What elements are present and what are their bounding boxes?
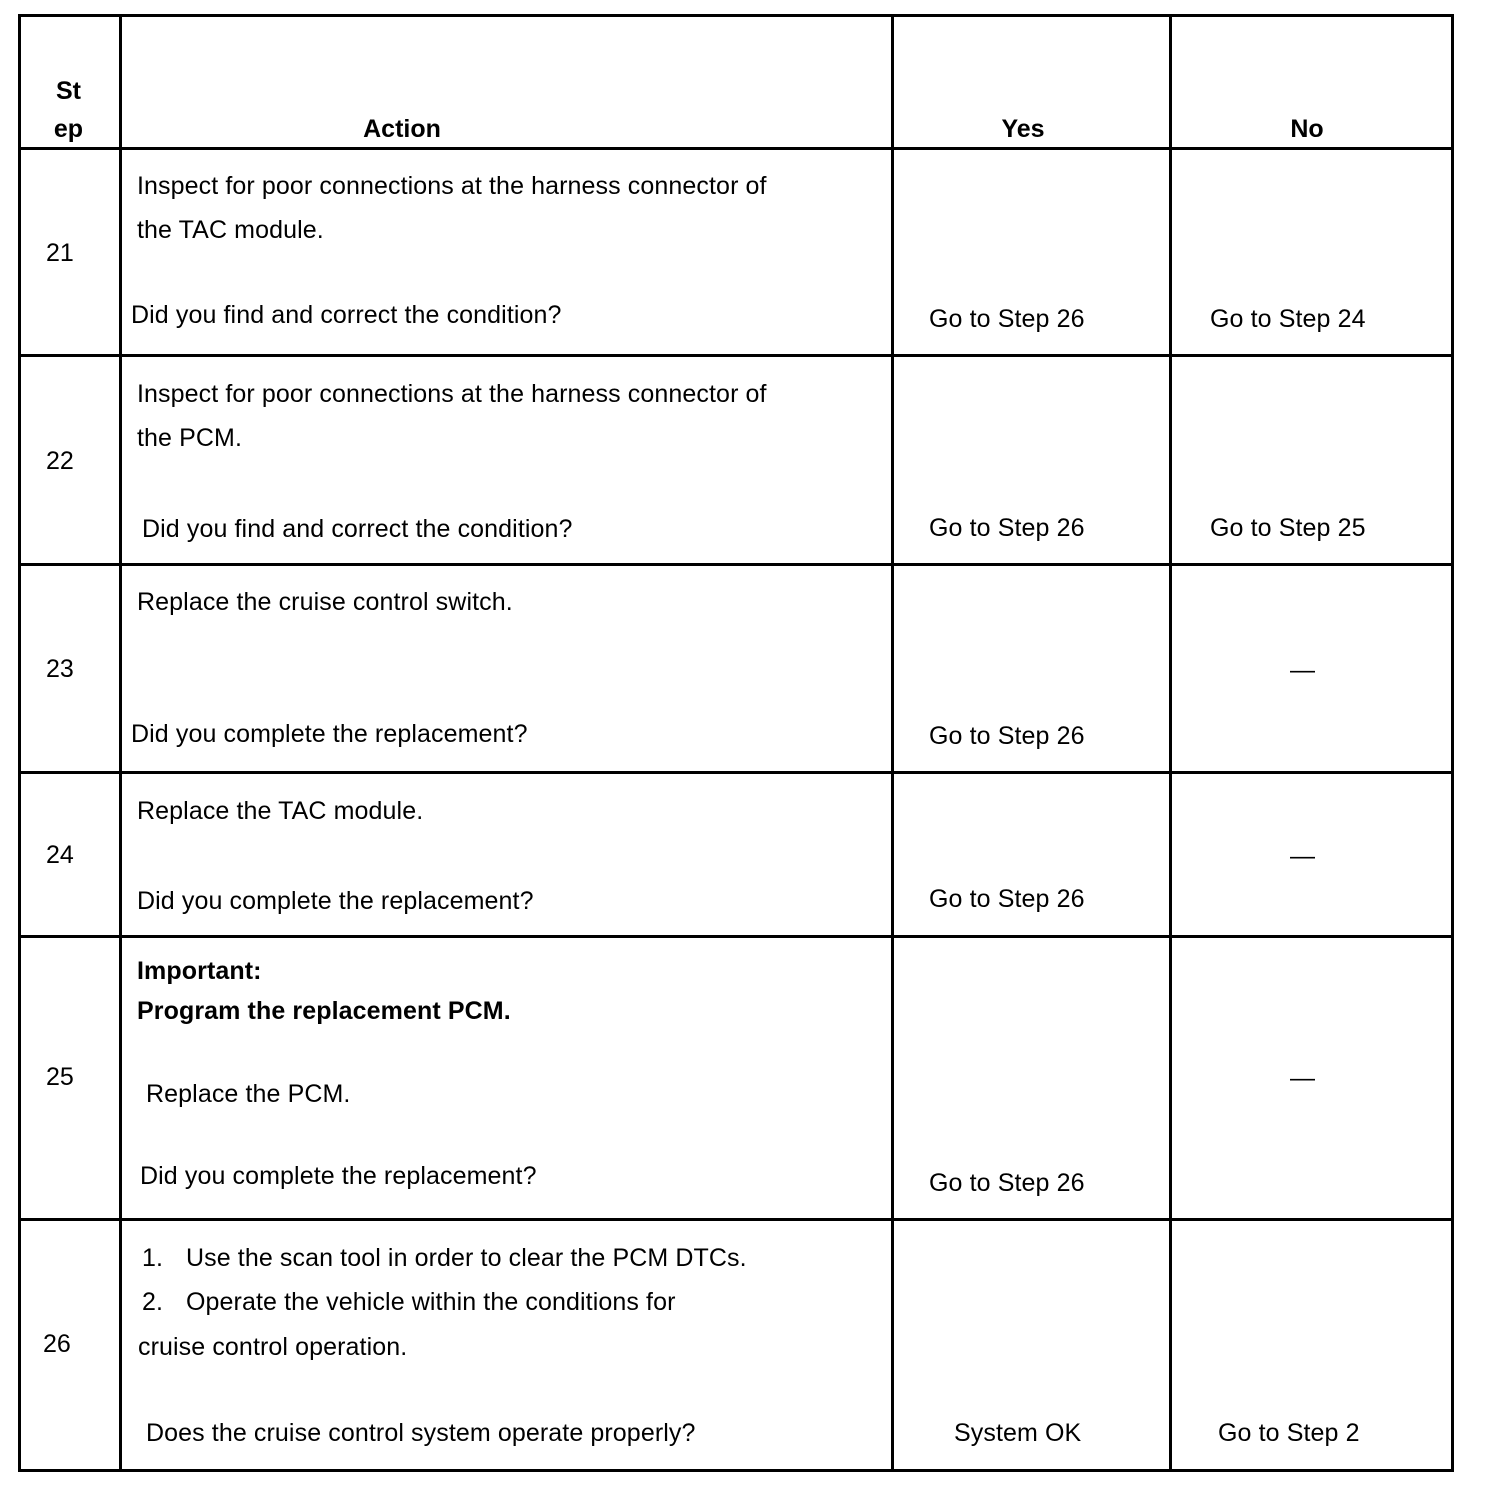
- step-number: 22: [46, 447, 74, 475]
- list-item-text: Operate the vehicle within the conditions for: [186, 1288, 676, 1316]
- yes-result: Go to Step 26: [929, 305, 1085, 333]
- action-question: Did you complete the replacement?: [131, 720, 528, 748]
- step-number: 21: [46, 239, 74, 267]
- column-divider-action: [891, 14, 894, 1472]
- yes-result: Go to Step 26: [929, 514, 1085, 542]
- yes-result: Go to Step 26: [929, 1169, 1085, 1197]
- step-number: 25: [46, 1063, 74, 1091]
- list-item-number: 2.: [142, 1288, 164, 1316]
- no-result-dash: —: [1290, 656, 1316, 684]
- yes-result: System OK: [954, 1419, 1082, 1447]
- column-divider-step: [119, 14, 122, 1472]
- no-result: Go to Step 24: [1210, 305, 1366, 333]
- diagnostic-table: [18, 14, 1454, 1472]
- row-divider: [18, 935, 1454, 938]
- table-border-left: [18, 14, 21, 1472]
- action-question: Did you find and correct the condition?: [142, 515, 573, 543]
- list-item-text: Use the scan tool in order to clear the PCM DTCs.: [186, 1244, 747, 1272]
- yes-result: Go to Step 26: [929, 722, 1085, 750]
- action-text: Inspect for poor connections at the harness connector of: [137, 380, 767, 408]
- header-yes: Yes: [1001, 115, 1045, 143]
- action-question: Did you complete the replacement?: [140, 1162, 537, 1190]
- no-result-dash: —: [1290, 842, 1316, 870]
- table-border-top: [18, 14, 1454, 17]
- action-text: the PCM.: [137, 424, 242, 452]
- important-label: Important:: [137, 957, 262, 985]
- table-border-right: [1451, 14, 1454, 1472]
- no-result-dash: —: [1290, 1064, 1316, 1092]
- header-no: No: [1290, 115, 1324, 143]
- action-text: Replace the cruise control switch.: [137, 588, 513, 616]
- header-step-line1: St: [56, 77, 81, 105]
- step-number: 23: [46, 655, 74, 683]
- header-step-line2: ep: [53, 115, 84, 143]
- list-item-continuation: cruise control operation.: [138, 1333, 408, 1361]
- no-result: Go to Step 2: [1218, 1419, 1360, 1447]
- action-text: Inspect for poor connections at the harness connector of: [137, 172, 767, 200]
- header-action: Action: [363, 115, 441, 143]
- no-result: Go to Step 25: [1210, 514, 1366, 542]
- action-question: Did you find and correct the condition?: [131, 301, 562, 329]
- action-question: Did you complete the replacement?: [137, 887, 534, 915]
- step-number: 24: [46, 841, 74, 869]
- row-divider: [18, 771, 1454, 774]
- yes-result: Go to Step 26: [929, 885, 1085, 913]
- row-divider: [18, 354, 1454, 357]
- action-question: Does the cruise control system operate properly?: [146, 1419, 696, 1447]
- row-divider: [18, 563, 1454, 566]
- action-text: Replace the PCM.: [146, 1080, 351, 1108]
- step-number: 26: [43, 1330, 71, 1358]
- list-item-number: 1.: [142, 1244, 164, 1272]
- table-border-bottom: [18, 1469, 1454, 1472]
- column-divider-yes: [1169, 14, 1172, 1472]
- action-text: the TAC module.: [137, 216, 324, 244]
- row-divider: [18, 1218, 1454, 1221]
- action-text: Replace the TAC module.: [137, 797, 424, 825]
- important-text: Program the replacement PCM.: [137, 997, 511, 1025]
